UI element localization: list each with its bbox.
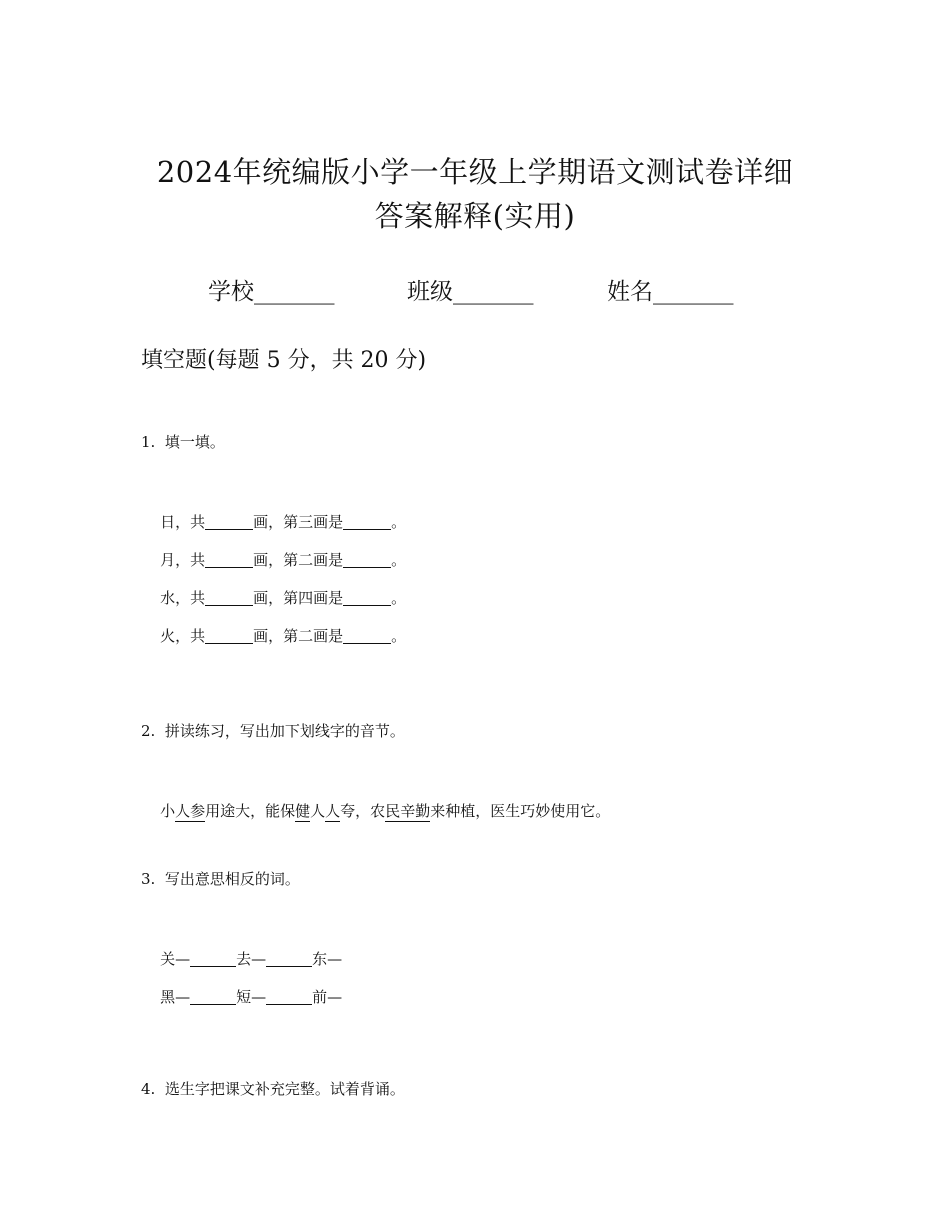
q1-line-4-char: 火 [160, 627, 176, 645]
antonym-blank[interactable] [266, 988, 312, 1006]
class-field: 班级_______ [407, 279, 534, 305]
q3-row-1 [141, 902, 343, 968]
q1-line-4-text: 画，第二画是 [253, 627, 344, 645]
antonym-prompt: 关— [160, 950, 191, 968]
school-field: 学校_______ [208, 279, 335, 305]
q1-line-3-text: 画，第四画是 [253, 589, 344, 607]
question-1 [141, 427, 407, 645]
q1-line-2-text: 画，第二画是 [253, 551, 344, 569]
q1-line-3-text: ，共 [175, 589, 206, 607]
blank-stroke-count[interactable] [205, 513, 253, 531]
q1-line-1-char: 日 [160, 513, 176, 531]
section-heading: 填空题(每题 5 分，共 20 分) [141, 348, 427, 373]
antonym-prompt: 短— [236, 988, 267, 1006]
sentence-text: 小 [160, 802, 176, 820]
sentence-text: 来种植，医生巧妙使用它。 [430, 802, 611, 820]
underlined-chars: 民辛勤 [385, 802, 431, 820]
sentence-text: 用途大，能保 [205, 802, 296, 820]
blank-stroke-count[interactable] [205, 589, 253, 607]
q1-line-1-text: ，共 [175, 513, 206, 531]
blank-stroke[interactable] [343, 513, 391, 531]
q1-line-2-period: 。 [391, 551, 407, 569]
question-4-title: 4. 选生字把课文补充完整。试着背诵。 [141, 1080, 405, 1098]
antonym-blank[interactable] [190, 950, 236, 968]
q1-line-3-char: 水 [160, 589, 176, 607]
question-3 [141, 864, 343, 1006]
sentence-text: 人 [310, 802, 326, 820]
q2-sentence [141, 754, 611, 820]
document-title [0, 150, 950, 238]
question-2-title: 2. 拼读练习，写出加下划线字的音节。 [141, 722, 405, 740]
question-2 [141, 716, 611, 820]
q1-line-4-text: ，共 [175, 627, 206, 645]
q1-line-2-char: 月 [160, 551, 176, 569]
blank-stroke[interactable] [343, 589, 391, 607]
q1-line-1 [141, 465, 407, 531]
name-field: 姓名_______ [607, 279, 734, 305]
q1-line-3-period: 。 [391, 589, 407, 607]
underlined-chars: 健 [295, 802, 311, 820]
antonym-blank[interactable] [266, 950, 312, 968]
antonym-prompt: 东— [312, 950, 343, 968]
blank-stroke-count[interactable] [205, 551, 253, 569]
q1-line-1-period: 。 [391, 513, 407, 531]
sentence-text: 夸，农 [340, 802, 386, 820]
antonym-blank[interactable] [190, 988, 236, 1006]
blank-stroke[interactable] [343, 551, 391, 569]
antonym-prompt: 去— [236, 950, 267, 968]
title-line-2: 答案解释(实用) [374, 199, 576, 233]
question-3-title: 3. 写出意思相反的词。 [141, 870, 300, 888]
blank-stroke-count[interactable] [205, 627, 253, 645]
q1-line-4-period: 。 [391, 627, 407, 645]
antonym-prompt: 黑— [160, 988, 191, 1006]
question-1-title: 1. 填一填。 [141, 433, 225, 451]
title-line-1: 2024年统编版小学一年级上学期语文测试卷详细 [156, 155, 794, 189]
blank-stroke[interactable] [343, 627, 391, 645]
question-4 [141, 1074, 405, 1112]
underlined-chars: 人 [325, 802, 341, 820]
q1-line-1-text: 画，第三画是 [253, 513, 344, 531]
q1-line-2-text: ，共 [175, 551, 206, 569]
underlined-chars: 人参 [175, 802, 206, 820]
antonym-prompt: 前— [312, 988, 343, 1006]
